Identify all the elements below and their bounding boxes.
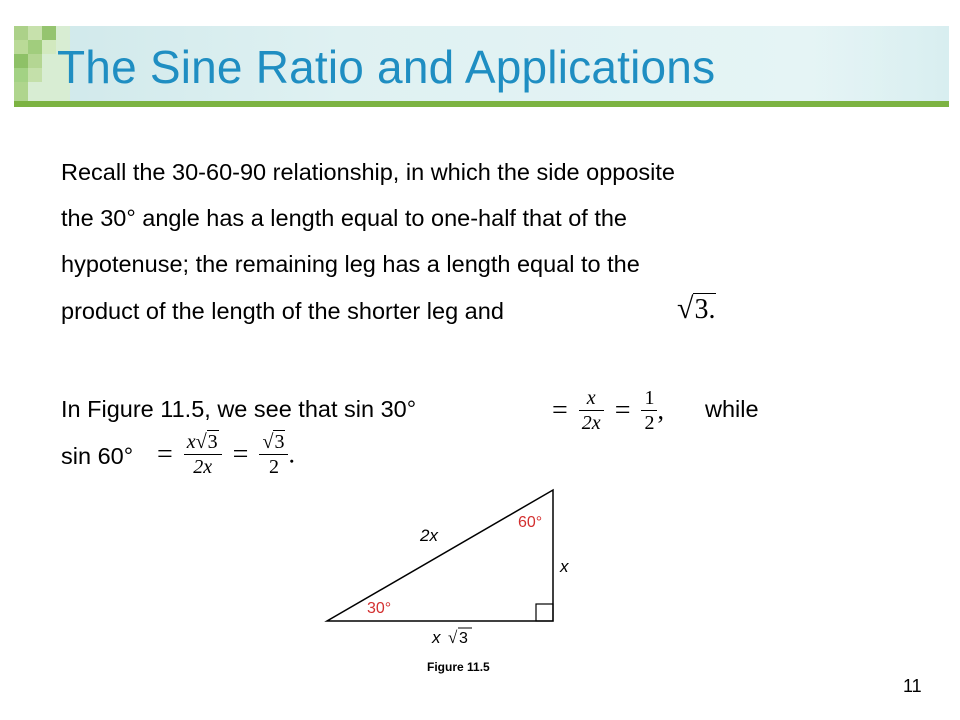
hypotenuse-label: 2x <box>420 526 438 545</box>
paragraph-line-1: Recall the 30-60-90 relationship, in which the side opposite <box>61 159 675 185</box>
figure-caption: Figure 11.5 <box>427 660 490 674</box>
sqrt-radicand: 3. <box>694 294 716 325</box>
angle-60-label: 60° <box>518 514 543 531</box>
svg-text:√: √ <box>448 628 458 647</box>
fraction-root3-over-2: $\frac{√3}{2}$ <box>259 430 288 479</box>
vertical-leg-label: x <box>560 557 569 576</box>
fraction-x-over-2x: $\frac{x}{2x}$ <box>579 386 604 435</box>
angle-30-label: 30° <box>367 600 392 617</box>
fraction-one-half: $\frac{1}{2}$ <box>641 386 657 435</box>
paragraph-line-4: product of the length of the shorter leg and <box>61 298 504 324</box>
sqrt-three-inline: √3. <box>677 292 716 325</box>
right-angle-marker <box>536 604 553 621</box>
slide-number: 11 <box>903 676 922 696</box>
slide-title: The Sine Ratio and Applications <box>57 41 716 93</box>
svg-text:3: 3 <box>459 630 468 647</box>
right-triangle <box>327 490 553 621</box>
paragraph2-line-2-text: sin 60° <box>61 443 134 469</box>
fraction-xroot3-over-2x: $\frac{x√3}{2x}$ <box>184 430 222 479</box>
paragraph-line-2: the 30° angle has a length equal to one-half that of the <box>61 205 627 231</box>
svg-text:x: x <box>432 628 441 647</box>
sine30-equation: = $\frac{x}{2x}$ = $\frac{1}{2}$ , <box>552 387 664 434</box>
paragraph2-while: while <box>705 396 759 422</box>
paragraph2-line-1-text: In Figure 11.5, we see that sin 30° <box>61 396 417 422</box>
paragraph-line-3: hypotenuse; the remaining leg has a length equal to the <box>61 251 640 277</box>
base-label <box>431 628 472 647</box>
sine60-equation: = $\frac{x√3}{2x}$ = $\frac{√3}{2}$ . <box>157 431 295 478</box>
